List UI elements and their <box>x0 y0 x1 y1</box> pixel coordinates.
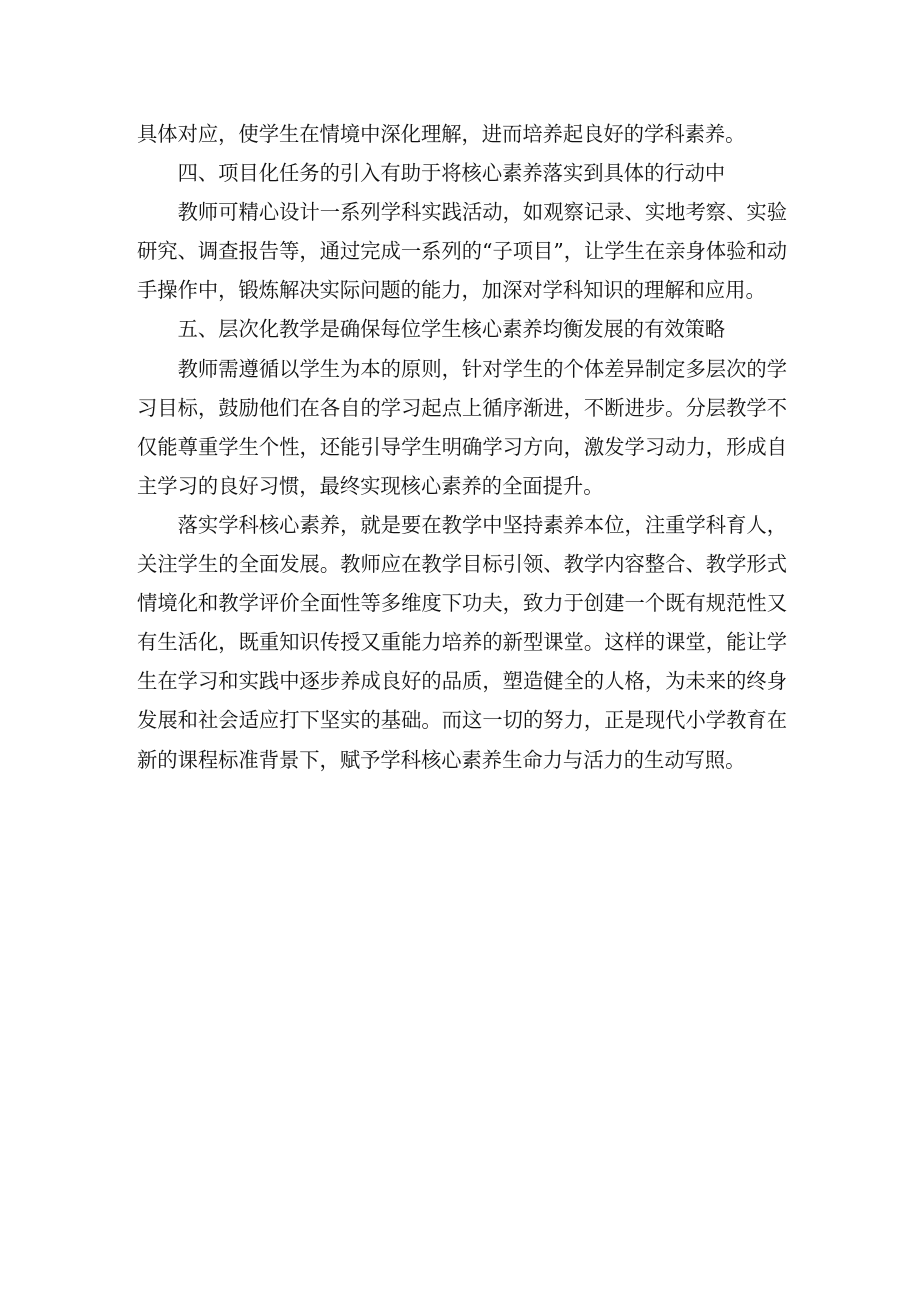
paragraph-tiered-teaching: 教师需遵循以学生为本的原则，针对学生的个体差异制定多层次的学习目标，鼓励他们在各自的学习起点上循序渐进，不断进步。分层教学不仅能尊重学生个性，还能引导学生明确学习方向，激发学习动力，形成自主学习的良好习惯，最终实现核心素养的全面提升。 <box>137 356 787 498</box>
paragraph-conclusion: 落实学科核心素养，就是要在教学中坚持素养本位，注重学科育人，关注学生的全面发展。教师应在教学目标引领、教学内容整合、教学形式情境化和教学评价全面性等多维度下功夫，致力于创建一个既有规范性又有生活化，既重知识传授又重能力培养的新型课堂。这样的课堂，能让学生在学习和实践中逐步养成良好的品质，塑造健全的人格，为未来的终身发展和社会适应打下坚实的基础。而这一切的努力，正是现代小学教育在新的课程标准背景下，赋予学科核心素养生命力与活力的生动写照。 <box>137 512 787 772</box>
section-heading-five: 五、层次化教学是确保每位学生核心素养均衡发展的有效策略 <box>177 317 726 342</box>
paragraph-project-tasks: 教师可精心设计一系列学科实践活动，如观察记录、实地考察、实验研究、调查报告等，通过完成一系列的“子项目”，让学生在亲身体验和动手操作中，锻炼解决实际问题的能力，加深对学科知识的理解和应用。 <box>137 200 787 303</box>
document-body <box>137 115 787 780</box>
paragraph-continuation: 具体对应，使学生在情境中深化理解，进而培养起良好的学科素养。 <box>137 122 746 146</box>
section-heading-four: 四、项目化任务的引入有助于将核心素养落实到具体的行动中 <box>177 161 726 186</box>
